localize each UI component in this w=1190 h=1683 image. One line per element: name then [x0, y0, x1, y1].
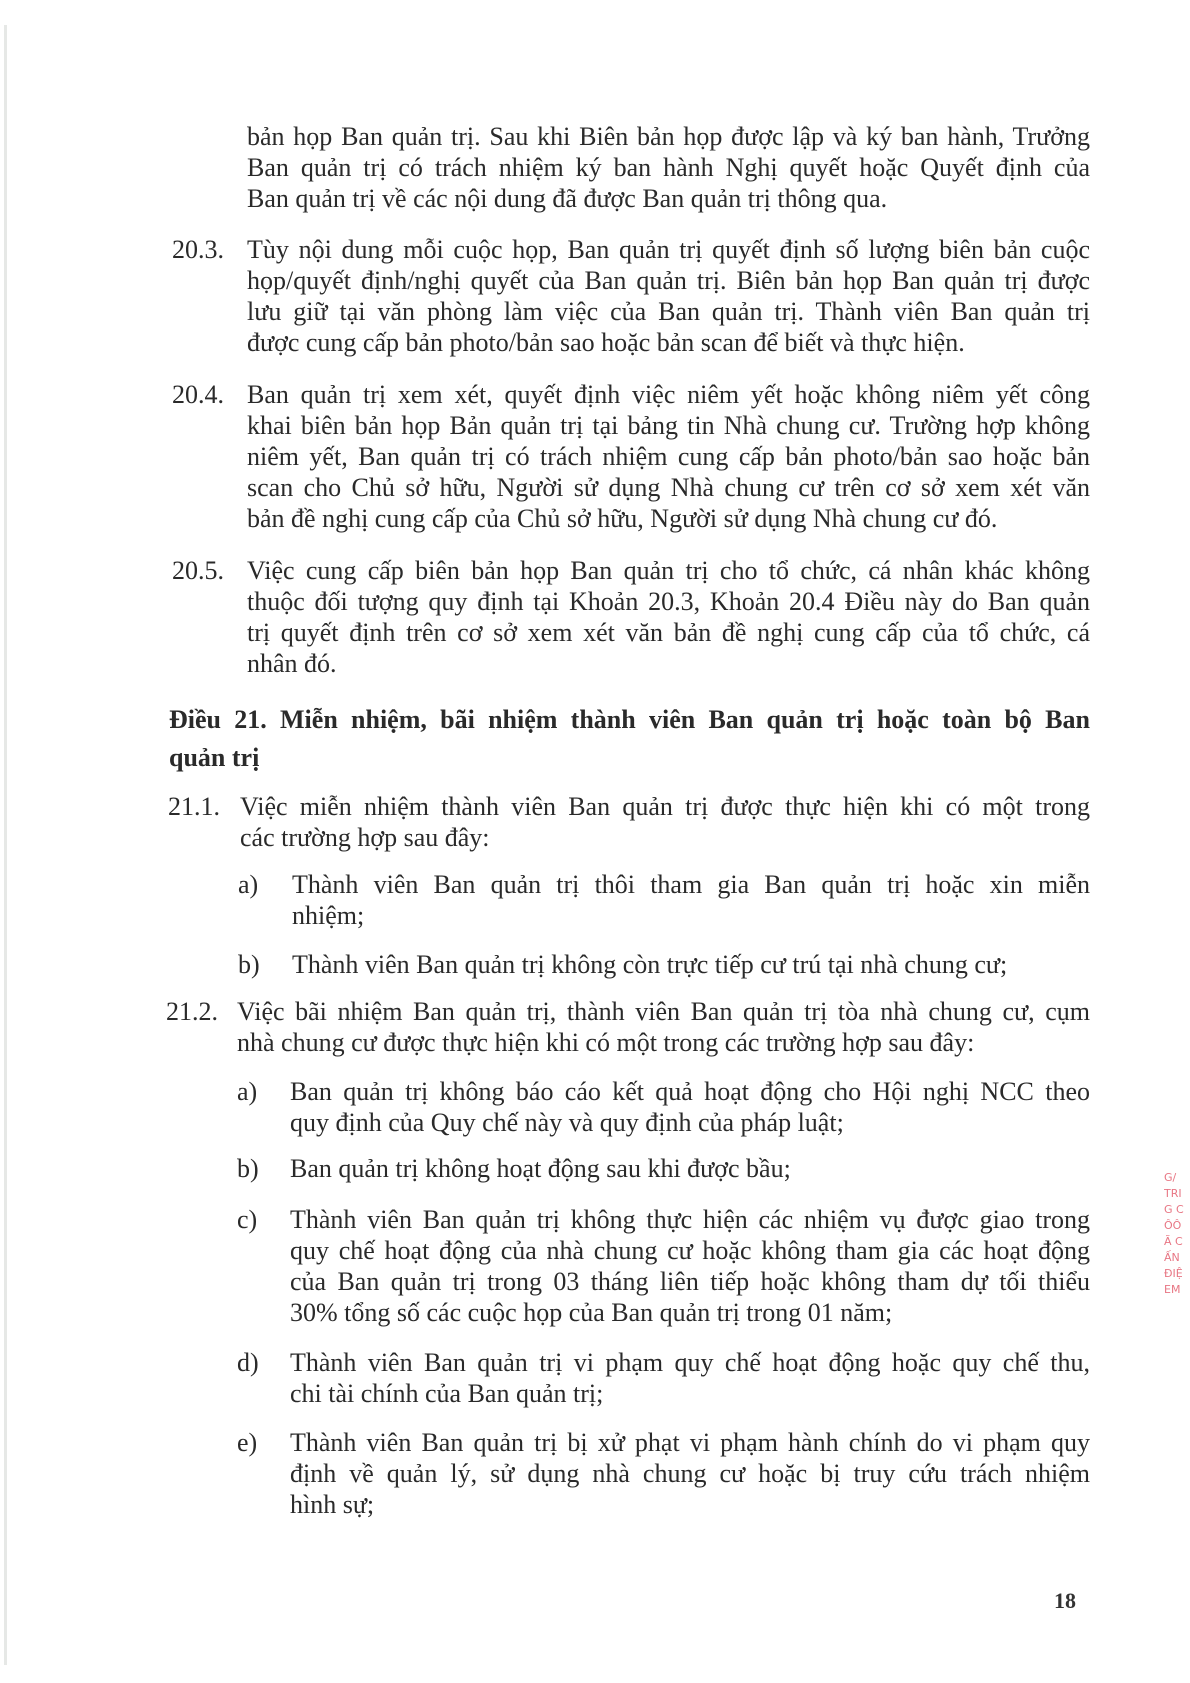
item-label: a): [238, 870, 259, 899]
clause-line: trị quyết định trên cơ sở xem xét văn bản đề nghị cung cấp của tổ chức, cá: [247, 618, 1090, 647]
item-line: hình sự;: [290, 1490, 375, 1519]
clause-number: 20.4.: [172, 380, 224, 409]
item-line: Ban quản trị không báo cáo kết quả hoạt động cho Hội nghị NCC theo: [290, 1077, 1090, 1106]
clause-line: nhà chung cư được thực hiện khi có một trong các trường hợp sau đây:: [237, 1028, 975, 1057]
intro-line: bản họp Ban quản trị. Sau khi Biên bản họp được lập và ký ban hành, Trưởng: [247, 122, 1090, 151]
item-line: Thành viên Ban quản trị thôi tham gia Ban quản trị hoặc xin miễn: [292, 870, 1090, 899]
item-line: nhiệm;: [292, 901, 365, 930]
clause-line: Ban quản trị xem xét, quyết định việc niêm yết hoặc không niêm yết công: [247, 380, 1090, 409]
item-line: Thành viên Ban quản trị bị xử phạt vi phạm hành chính do vi phạm quy: [290, 1428, 1090, 1457]
item-line: Thành viên Ban quản trị không còn trực tiếp cư trú tại nhà chung cư;: [292, 950, 1008, 979]
item-line: của Ban quản trị trong 03 tháng liên tiếp hoặc không tham dự tối thiểu: [290, 1267, 1090, 1296]
clause-line: khai biên bản họp Bản quản trị tại bảng tin Nhà chung cư. Trường hợp không: [247, 411, 1090, 440]
clause-line: lưu giữ tại văn phòng làm việc của Ban quản trị. Thành viên Ban quản trị: [247, 297, 1090, 326]
item-line: Thành viên Ban quản trị không thực hiện các nhiệm vụ được giao trong: [290, 1205, 1090, 1234]
stamp-text: EM: [1164, 1283, 1181, 1296]
stamp-text: ÔÔ: [1164, 1219, 1182, 1232]
clause-line: được cung cấp bản photo/bản sao hoặc bản scan để biết và thực hiện.: [247, 328, 965, 357]
clause-line: Việc miễn nhiệm thành viên Ban quản trị được thực hiện khi có một trong: [240, 792, 1090, 821]
clause-line: bản đề nghị cung cấp của Chủ sở hữu, Người sử dụng Nhà chung cư đó.: [247, 504, 998, 533]
scan-edge-shadow: [4, 25, 7, 1665]
clause-line: nhân đó.: [247, 649, 337, 678]
stamp-text: Ã C: [1164, 1235, 1183, 1248]
clause-line: Việc cung cấp biên bản họp Ban quản trị cho tổ chức, cá nhân khác không: [247, 556, 1090, 585]
clause-line: Tùy nội dung mỗi cuộc họp, Ban quản trị quyết định số lượng biên bản cuộc: [247, 235, 1090, 264]
item-label: c): [237, 1205, 258, 1234]
article-heading-cont: quản trị: [169, 743, 260, 772]
clause-number: 20.5.: [172, 556, 224, 585]
clause-number: 21.1.: [168, 792, 220, 821]
item-line: 30% tổng số các cuộc họp của Ban quản trị trong 01 năm;: [290, 1298, 893, 1327]
stamp-text: G C: [1164, 1203, 1184, 1216]
item-line: Thành viên Ban quản trị vi phạm quy chế hoạt động hoặc quy chế thu,: [290, 1348, 1090, 1377]
clause-line: thuộc đối tượng quy định tại Khoản 20.3, Khoản 20.4 Điều này do Ban quản: [247, 587, 1090, 616]
clause-line: các trường hợp sau đây:: [240, 823, 490, 852]
item-label: d): [237, 1348, 259, 1377]
item-line: định về quản lý, sử dụng nhà chung cư hoặc bị truy cứu trách nhiệm: [290, 1459, 1090, 1488]
clause-line: Việc bãi nhiệm Ban quản trị, thành viên Ban quản trị tòa nhà chung cư, cụm: [237, 997, 1090, 1026]
red-stamp-fragment: [1164, 1170, 1190, 1320]
intro-line: Ban quản trị về các nội dung đã được Ban quản trị thông qua.: [247, 184, 888, 213]
stamp-text: ẤN: [1164, 1251, 1180, 1264]
item-label: e): [237, 1428, 258, 1457]
clause-line: scan cho Chủ sở hữu, Người sử dụng Nhà chung cư trên cơ sở xem xét văn: [247, 473, 1090, 502]
clause-number: 20.3.: [172, 235, 224, 264]
stamp-text: TRI: [1164, 1187, 1182, 1200]
item-line: Ban quản trị không hoạt động sau khi được bầu;: [290, 1154, 791, 1183]
item-label: b): [238, 950, 260, 979]
item-line: quy chế hoạt động của nhà chung cư hoặc không tham gia các hoạt động: [290, 1236, 1090, 1265]
clause-line: niêm yết, Ban quản trị có trách nhiệm cung cấp bản photo/bản sao hoặc bản: [247, 442, 1090, 471]
item-line: chi tài chính của Ban quản trị;: [290, 1379, 604, 1408]
item-label: a): [237, 1077, 258, 1106]
article-heading: Điều 21. Miễn nhiệm, bãi nhiệm thành viên Ban quản trị hoặc toàn bộ Ban: [169, 705, 1090, 734]
stamp-text: ĐIỆ: [1164, 1267, 1183, 1280]
item-line: quy định của Quy chế này và quy định của pháp luật;: [290, 1108, 844, 1137]
item-label: b): [237, 1154, 259, 1183]
clause-line: họp/quyết định/nghị quyết của Ban quản trị. Biên bản họp Ban quản trị được: [247, 266, 1090, 295]
intro-line: Ban quản trị có trách nhiệm ký ban hành Nghị quyết hoặc Quyết định của: [247, 153, 1090, 182]
stamp-text: G/: [1164, 1171, 1177, 1184]
clause-number: 21.2.: [166, 997, 218, 1026]
page-number: 18: [1054, 1588, 1076, 1613]
